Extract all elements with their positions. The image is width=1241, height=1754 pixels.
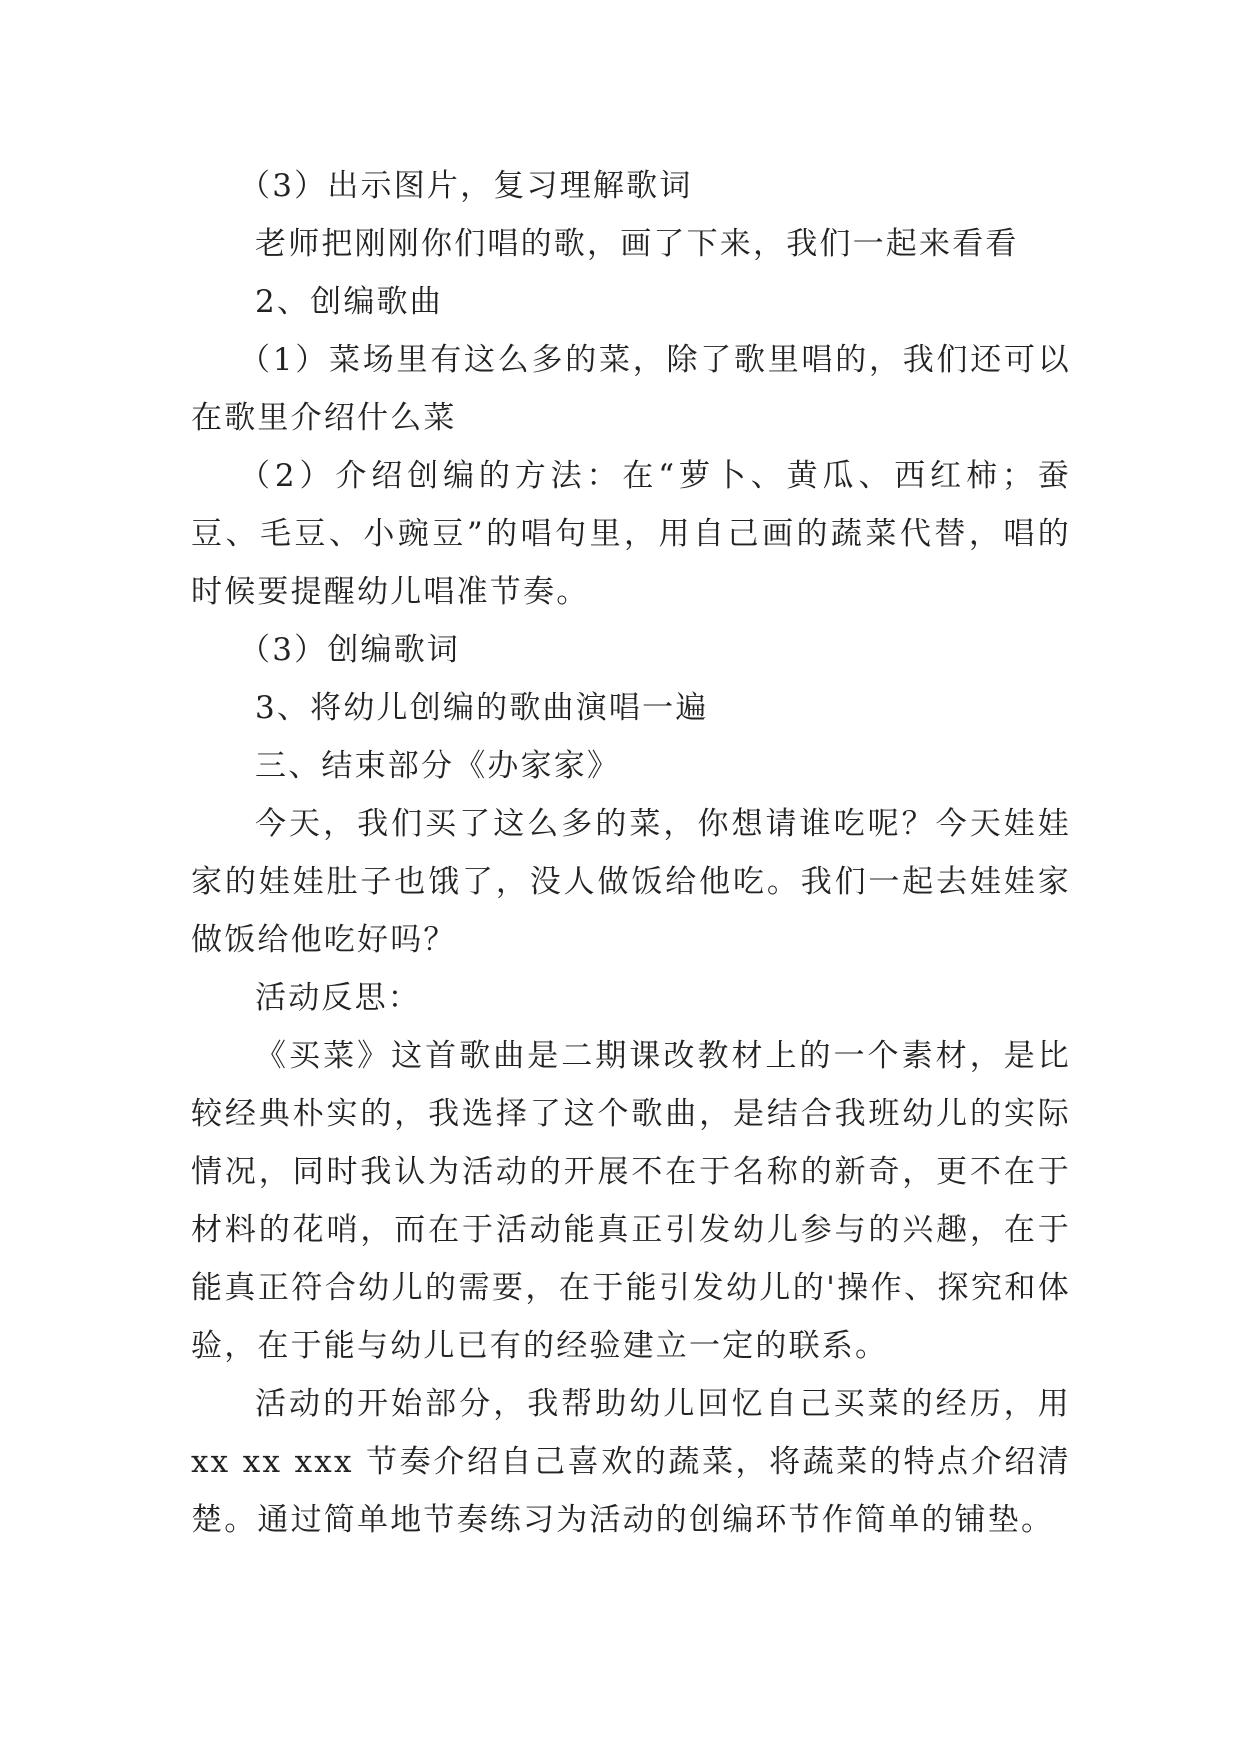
paragraph-reflection-song: 《买菜》这首歌曲是二期课改教材上的一个素材，是比较经典朴实的，我选择了这个歌曲，是结合我班幼儿的实际情况，同时我认为活动的开展不在于名称的新奇，更不在于材料的花哨，而在于活动能真正引发幼儿参与的兴趣，在于能真正符合幼儿的需要，在于能引发幼儿的'操作、探究和体验，在于能与幼儿已有的经验建立一定的联系。 xyxy=(191,1038,1071,1364)
paragraph-teacher-drew-song: 老师把刚刚你们唱的歌，画了下来，我们一起来看看 xyxy=(255,226,1019,262)
document-body xyxy=(191,157,1071,1549)
paragraph-step-3-lyrics: （3）创编歌词 xyxy=(239,632,461,668)
paragraph-step-3-show-pictures: （3）出示图片，复习理解歌词 xyxy=(239,168,693,204)
paragraph-step-1-vegetables: （1）菜场里有这么多的菜，除了歌里唱的，我们还可以在歌里介绍什么菜 xyxy=(191,342,1071,436)
paragraph-step-2-method: （2）介绍创编的方法：在“萝卜、黄瓜、西红柿；蚕豆、毛豆、小豌豆”的唱句里，用自己画的蔬菜代替，唱的时候要提醒幼儿唱准节奏。 xyxy=(191,458,1071,610)
heading-reflection: 活动反思： xyxy=(255,980,421,1016)
paragraph-reflection-opening: 活动的开始部分，我帮助幼儿回忆自己买菜的经历，用 xx xx xxx 节奏介绍自己喜欢的蔬菜，将蔬菜的特点介绍清楚。通过简单地节奏练习为活动的创编环节作简单的铺垫。 xyxy=(191,1386,1071,1538)
heading-perform-song: 3、将幼儿创编的歌曲演唱一遍 xyxy=(255,690,709,726)
heading-create-song: 2、创编歌曲 xyxy=(255,284,443,320)
paragraph-doll-house: 今天，我们买了这么多的菜，你想请谁吃呢？今天娃娃家的娃娃肚子也饿了，没人做饭给他吃。我们一起去娃娃家做饭给他吃好吗？ xyxy=(191,806,1071,958)
heading-ending-section: 三、结束部分《办家家》 xyxy=(255,748,621,784)
